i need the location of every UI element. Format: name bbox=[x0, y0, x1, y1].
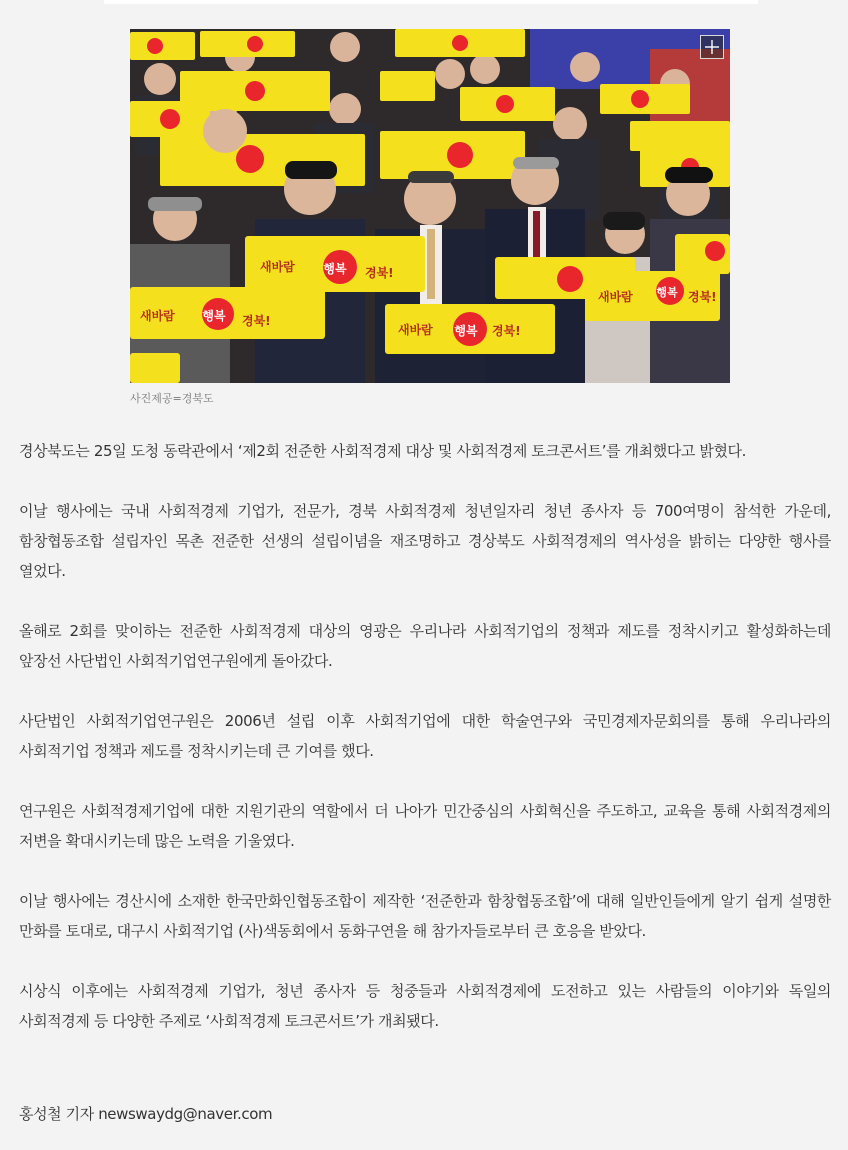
svg-text:행복: 행복 bbox=[202, 309, 226, 323]
svg-text:새바람: 새바람 bbox=[398, 323, 433, 337]
svg-text:경북!: 경북! bbox=[365, 266, 394, 280]
event-photo-illustration bbox=[130, 29, 730, 383]
svg-text:새바람: 새바람 bbox=[260, 260, 295, 274]
article-paragraph: 연구원은 사회적경제기업에 대한 지원기관의 역할에서 더 나아가 민간중심의 사회혁신을 주도하고, 교육을 통해 사회적경제의 저변을 확대시키는데 많은 노력을 기울였다. bbox=[19, 802, 831, 850]
plus-icon bbox=[701, 36, 723, 58]
article-paragraph: 사단법인 사회적기업연구원은 2006년 설립 이후 사회적기업에 대한 학술연구와 국민경제자문회의를 통해 우리나라의 사회적기업 정책과 제도를 정착시키는데 큰 기여를 했다. bbox=[19, 712, 831, 760]
article-photo[interactable] bbox=[130, 29, 730, 383]
svg-text:행복: 행복 bbox=[454, 324, 478, 338]
reporter-name: 홍성철 기자 bbox=[19, 1105, 94, 1123]
svg-text:경북!: 경북! bbox=[492, 324, 521, 338]
article-paragraph: 이날 행사에는 국내 사회적경제 기업가, 전문가, 경북 사회적경제 청년일자리 청년 종사자 등 700여명이 참석한 가운데, 함창협동조합 설립자인 목촌 전준한 선생의 설립이념을 재조명하고 경상북도 사회적경제의 역사성을 밝히는 다양한 행사를 열었다. bbox=[19, 502, 831, 580]
svg-text:새바람: 새바람 bbox=[598, 290, 633, 304]
article-paragraph: 올해로 2회를 맞이하는 전준한 사회적경제 대상의 영광은 우리나라 사회적기업의 정책과 제도를 정착시키고 활성화하는데 앞장선 사단법인 사회적기업연구원에게 돌아갔다. bbox=[19, 622, 831, 670]
reporter-email[interactable]: newswaydg@naver.com bbox=[98, 1105, 273, 1123]
byline bbox=[19, 1099, 272, 1129]
article-body bbox=[19, 436, 831, 1066]
article-paragraph: 이날 행사에는 경산시에 소재한 한국만화인협동조합이 제작한 ‘전준한과 함창협동조합’에 대해 일반인들에게 알기 쉽게 설명한 만화를 토대로, 대구시 사회적기업 (사)색동회에서 동화구연을 해 참가자들로부터 큰 호응을 받았다. bbox=[19, 892, 831, 940]
svg-text:경북!: 경북! bbox=[688, 290, 717, 304]
photo-caption: 사진제공=경북도 bbox=[130, 392, 214, 405]
svg-text:새바람: 새바람 bbox=[140, 309, 175, 323]
svg-text:행복: 행복 bbox=[323, 262, 347, 276]
svg-text:경북!: 경북! bbox=[242, 314, 271, 328]
svg-text:행복: 행복 bbox=[656, 286, 678, 299]
article-paragraph: 시상식 이후에는 사회적경제 기업가, 청년 종사자 등 청중들과 사회적경제에 도전하고 있는 사람들의 이야기와 독일의 사회적경제 등 다양한 주제로 ‘사회적경제 토크콘서트’가 개최됐다. bbox=[19, 982, 831, 1030]
zoom-button[interactable] bbox=[700, 35, 724, 59]
article-paragraph: 경상북도는 25일 도청 동락관에서 ‘제2회 전준한 사회적경제 대상 및 사회적경제 토크콘서트’를 개최했다고 밝혔다. bbox=[19, 442, 747, 460]
top-divider bbox=[104, 0, 758, 4]
